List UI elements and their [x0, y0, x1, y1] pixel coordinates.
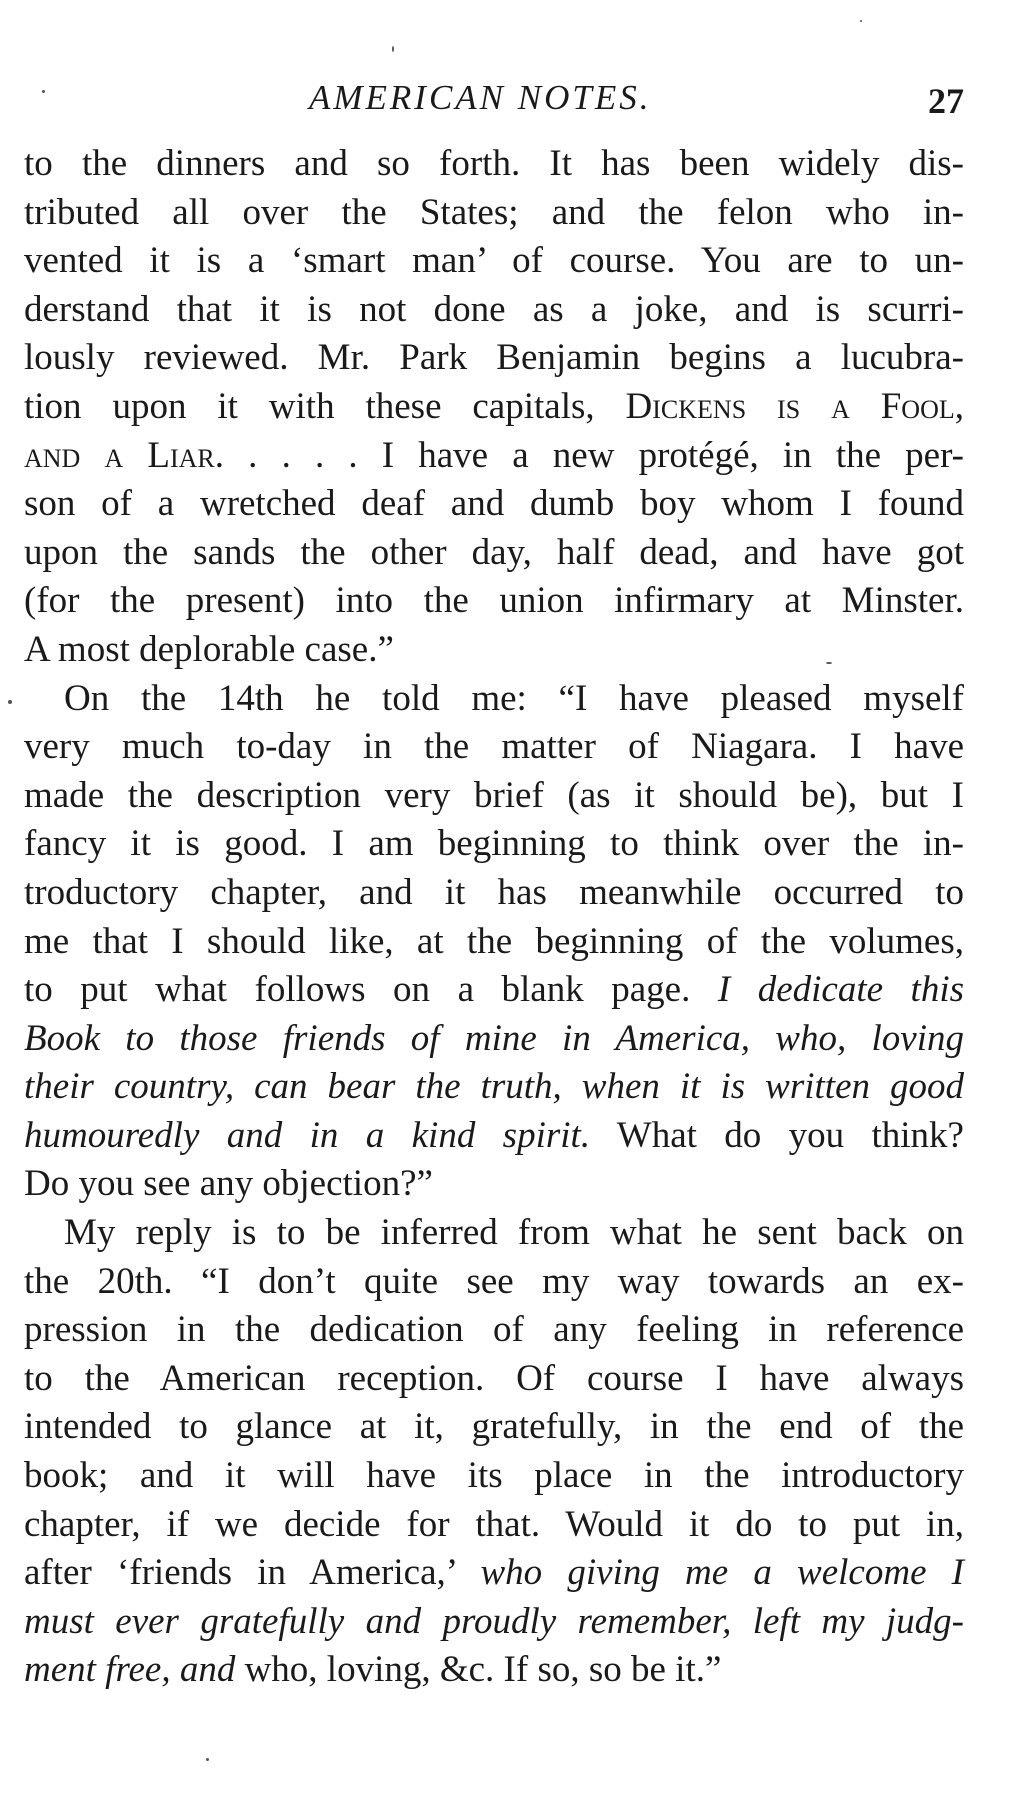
page-number: 27: [928, 81, 964, 121]
text-line: On the 14th he told me: “I have pleased myself: [64, 677, 964, 719]
text-line: to the American reception. Of course I have always: [24, 1357, 964, 1399]
body-text: [24, 140, 964, 1695]
scan-speck: [42, 90, 45, 93]
scan-speck: [826, 662, 832, 664]
text-line: very much to-day in the matter of Niagara. I have: [24, 726, 964, 768]
text-line: (for the present) into the union infirmary at Minster.: [24, 580, 964, 622]
text-line: to the dinners and so forth. It has been widely dis-: [24, 143, 964, 184]
italic-text: I dedicate this: [717, 969, 965, 1011]
text-segment: after ‘friends in America,’: [24, 1552, 481, 1594]
scan-speck: [8, 700, 12, 704]
text-line: [24, 966, 964, 1015]
running-title: AMERICAN NOTES.: [309, 78, 652, 117]
text-line: [24, 1549, 964, 1598]
small-caps-text: Dickens is a Fool,: [625, 385, 964, 427]
text-line: [24, 432, 964, 481]
text-line: book; and it will have its place in the introductory: [24, 1455, 964, 1497]
text-line: Book to those friends of mine in America, who, loving: [24, 1017, 964, 1059]
text-line: lously reviewed. Mr. Park Benjamin begins a lucubra-: [24, 337, 964, 379]
text-line: must ever gratefully and proudly remember, left my judg-: [24, 1600, 964, 1642]
small-caps-text: and a Liar.: [24, 434, 225, 476]
text-line: pression in the dedication of any feeling in reference: [24, 1309, 964, 1351]
scan-speck: [392, 46, 394, 52]
scan-speck: [860, 20, 862, 22]
text-line: tributed all over the States; and the felon who in-: [24, 191, 964, 233]
text-line: chapter, if we decide for that. Would it do to put in,: [24, 1503, 964, 1545]
text-line: troductory chapter, and it has meanwhile occurred to: [24, 871, 964, 913]
text-line: [24, 1646, 964, 1695]
scan-speck: [206, 1758, 209, 1761]
text-line: Do you see any objection?”: [24, 1163, 433, 1205]
text-segment: who, loving, &c. If so, so be it.”: [235, 1649, 722, 1691]
text-line: upon the sands the other day, half dead, and have got: [24, 531, 964, 573]
text-line: [24, 383, 964, 432]
italic-text: who giving me a welcome I: [480, 1552, 964, 1594]
text-segment: . . . . I have a new protégé, in the per-: [224, 434, 965, 476]
text-line: son of a wretched deaf and dumb boy whom I found: [24, 483, 964, 525]
text-line: fancy it is good. I am beginning to think over the in-: [24, 823, 964, 865]
text-segment: tion upon it with these capitals,: [24, 385, 626, 427]
text-line: derstand that it is not done as a joke, and is scurri-: [24, 288, 964, 330]
text-segment: to put what follows on a blank page.: [24, 969, 718, 1011]
italic-text: ment free, and: [24, 1649, 236, 1691]
text-line: made the description very brief (as it should be), but I: [24, 774, 964, 816]
text-line: vented it is a ‘smart man’ of course. You are to un-: [24, 240, 964, 282]
text-segment: What do you think?: [590, 1114, 964, 1156]
text-line: [24, 1112, 964, 1161]
text-line: My reply is to be inferred from what he sent back on: [64, 1212, 964, 1254]
text-line: A most deplorable case.”: [24, 628, 394, 670]
italic-text: humouredly and in a kind spirit.: [24, 1114, 591, 1156]
text-line: the 20th. “I don’t quite see my way towards an ex-: [24, 1260, 964, 1302]
running-head: [24, 78, 964, 122]
text-line: me that I should like, at the beginning of the volumes,: [24, 920, 964, 962]
text-line: intended to glance at it, gratefully, in the end of the: [24, 1406, 964, 1448]
text-line: their country, can bear the truth, when it is written good: [24, 1066, 964, 1108]
